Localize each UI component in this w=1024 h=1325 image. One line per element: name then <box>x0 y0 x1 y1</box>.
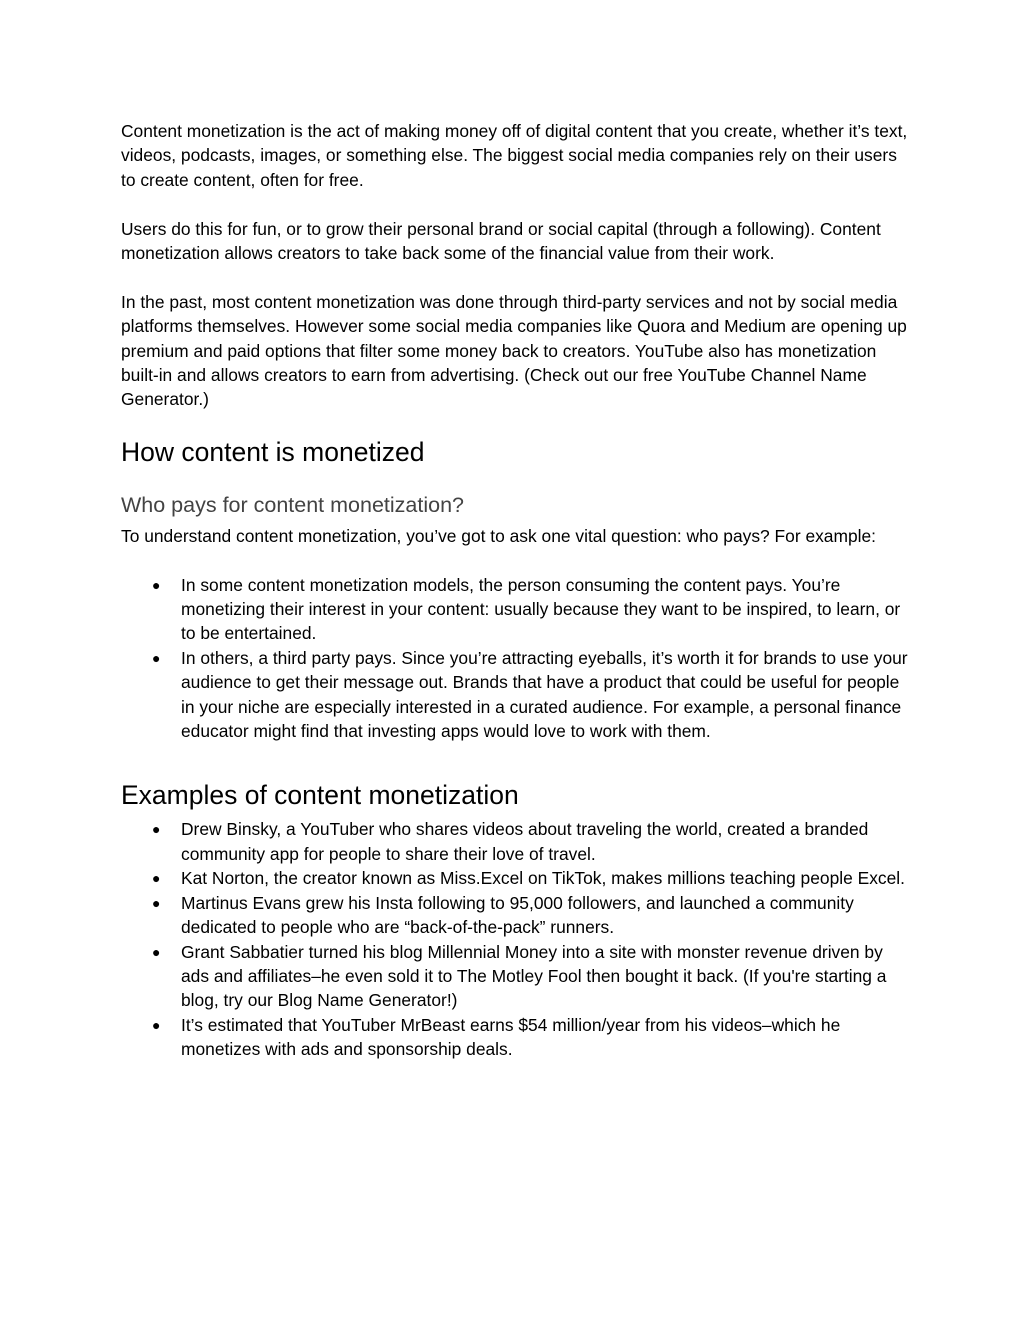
heading-examples: Examples of content monetization <box>121 780 519 811</box>
list-item-text: Martinus Evans grew his Insta following to 95,000 followers, and launched a community dedicated to people who are “back-of-the-pack” runners. <box>181 892 854 938</box>
bullet-icon: ● <box>152 894 161 911</box>
list-item <box>121 866 911 890</box>
bullet-icon: ● <box>152 576 161 593</box>
list-item <box>121 646 911 744</box>
list-item-text: It’s estimated that YouTuber MrBeast earns $54 million/year from his videos–which he monetizes with ads and sponsorship deals. <box>181 1014 841 1060</box>
document-page <box>121 119 911 1062</box>
list-item <box>121 891 911 940</box>
list-item <box>121 573 911 646</box>
subheading-who-pays: Who pays for content monetization? <box>121 492 464 517</box>
intro-paragraph-1: Content monetization is the act of making money off of digital content that you create, whether it’s text, videos, podcasts, images, or something else. The biggest social media companies rely on their users to create content, often for free. <box>121 121 908 190</box>
heading-how-content-is-monetized: How content is monetized <box>121 436 425 467</box>
list-item <box>121 817 911 866</box>
intro-paragraph-3: In the past, most content monetization was done through third-party services and not by social media platforms themselves. However some social media companies like Quora and Medium are opening up premium and paid options that filter some money back to creators. YouTube also has monetization built-in and allows creators to earn from advertising. (Check out our free YouTube Channel Name Generator.) <box>121 291 907 410</box>
list-item-text: In others, a third party pays. Since you’re attracting eyeballs, it’s worth it for brands to use your audience to get their message out. Brands that have a product that could be useful for people in your niche are especially interested in a curated audience. For example, a personal finance educator might find that investing apps would love to work with them. <box>181 647 908 742</box>
list-item-text: Grant Sabbatier turned his blog Millennial Money into a site with monster revenue driven by ads and affiliates–he even sold it to The Motley Fool then bought it back. (If you're starting a blog, try our Blog Name Generator!) <box>181 941 887 1011</box>
bullet-icon: ● <box>152 943 161 960</box>
bullet-icon: ● <box>152 1016 161 1033</box>
list-item-text: Kat Norton, the creator known as Miss.Excel on TikTok, makes millions teaching people Excel. <box>181 868 905 889</box>
list-item-text: Drew Binsky, a YouTuber who shares videos about traveling the world, created a branded community app for people to share their love of travel. <box>181 819 869 864</box>
list-item <box>121 940 911 1013</box>
bullet-icon: ● <box>152 870 161 887</box>
bullet-icon: ● <box>152 821 161 838</box>
intro-paragraph-2: Users do this for fun, or to grow their personal brand or social capital (through a following). Content monetization allows creators to take back some of the financial value from their work. <box>121 218 881 264</box>
list-item <box>121 1013 911 1062</box>
list-item-text: In some content monetization models, the person consuming the content pays. You’re monetizing their interest in your content: usually because they want to be inspired, to learn, or to be entertained. <box>181 574 901 644</box>
bullet-icon: ● <box>152 649 161 666</box>
who-pays-list <box>121 573 911 744</box>
examples-list <box>121 817 911 1061</box>
who-pays-intro: To understand content monetization, you’ve got to ask one vital question: who pays? For example: <box>121 525 877 546</box>
